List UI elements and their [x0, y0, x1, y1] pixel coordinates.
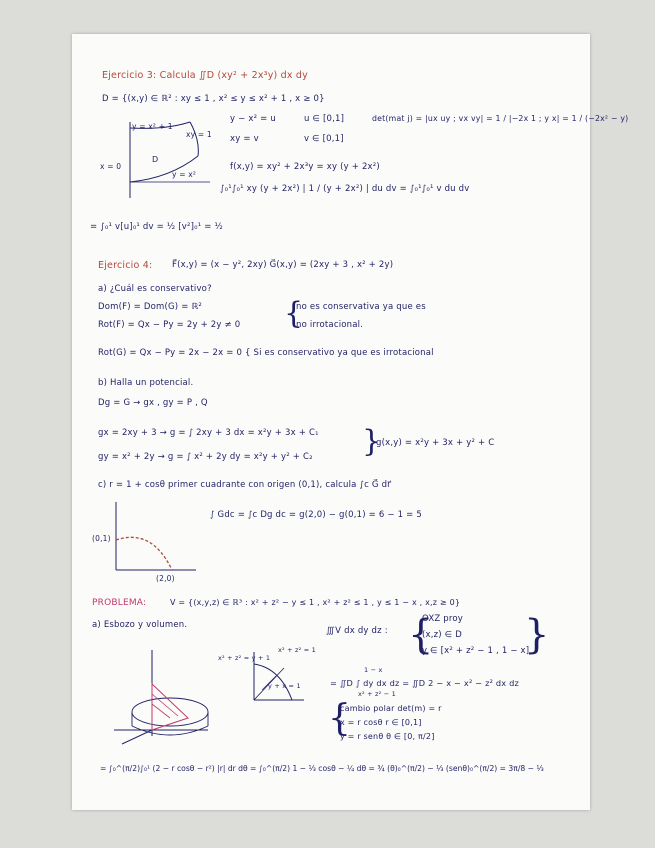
- ej4-title: Ejercicio 4:: [98, 260, 153, 271]
- ej3-domain: D = {(x,y) ∈ ℝ² : xy ≤ 1 , x² ≤ y ≤ x² + 1 , x ≥ 0}: [102, 94, 325, 104]
- brace-rot-f: {: [284, 296, 304, 331]
- polar-line-3: y = r senθ θ ∈ [0, π/2]: [340, 732, 435, 741]
- brace-polar: {: [328, 698, 351, 739]
- ej3-title: Ejercicio 3: Calcula ∬D (xy² + 2x³y) dx dy: [102, 70, 308, 81]
- ej4-rot-f-note-2: no irrotacional.: [296, 320, 364, 330]
- polar-line-1: cambio polar det(m) = r: [340, 704, 442, 713]
- brace-potential: }: [362, 424, 382, 459]
- ej3-sub-u-range: u ∈ [0,1]: [304, 114, 345, 124]
- polar-line-2: x = r cosθ r ∈ [0,1]: [340, 718, 422, 727]
- ej3-integral: ∫₀¹∫₀¹ xy (y + 2x²) | 1 / (y + 2x²) | du dv = ∫₀¹∫₀¹ v du dv: [220, 184, 470, 194]
- ej4-rot-f: Rot(F) = Qx − Py = 2y + 2y ≠ 0: [98, 320, 241, 330]
- problema-set: V = {(x,y,z) ∈ ℝ³ : x² + z² − y ≤ 1 , x² + z² ≤ 1 , y ≤ 1 − x , x,z ≥ 0}: [170, 598, 461, 607]
- sketch-label-4: y = x²: [172, 170, 197, 179]
- ej4-rot-g: Rot(G) = Qx − Py = 2x − 2x = 0 { Si es conservativo ya que es irrotacional: [98, 348, 434, 358]
- ej3-sub-v-range: v ∈ [0,1]: [304, 134, 344, 144]
- problema-int2: = ∬D ∫ dy dx dz = ∬D 2 − x − x² − z² dx dz: [330, 678, 520, 688]
- brace-cases-close: }: [524, 612, 550, 658]
- ej3-sub-u: y − x² = u: [230, 114, 276, 124]
- problema-triple: ∭V dx dy dz :: [326, 626, 388, 636]
- ej4-gx: gx = 2xy + 3 → g = ∫ 2xy + 3 dx = x²y + 3x + C₁: [98, 428, 319, 438]
- ej4-dom: Dom(F) = Dom(G) = ℝ²: [98, 302, 202, 312]
- ej4-c-title: c) r = 1 + cosθ primer cuadrante con origen (0,1), calcula ∫c G⃗ dr⃗: [98, 480, 391, 490]
- ej4-rot-f-note-1: no es conservativa ya que es: [296, 302, 426, 312]
- ej4-a-title: a) ¿Cuál es conservativo?: [98, 284, 212, 294]
- label-plane: y + x = 1: [268, 682, 301, 690]
- problema-title: PROBLEMA:: [92, 598, 147, 608]
- int2-upper-limit: 1 − x: [364, 666, 383, 674]
- ej4-b-line: Dg = G → gx , gy = P , Q: [98, 398, 208, 408]
- problema-case-2: (x,z) ∈ D: [422, 630, 462, 640]
- problema-a-title: a) Esbozo y volumen.: [92, 620, 188, 630]
- problema-case-1: OXZ proy: [422, 614, 464, 624]
- problema-final: = ∫₀^(π/2)∫₀¹ (2 − r cosθ − r²) |r| dr dθ = ∫₀^(π/2) 1 − ⅓ cosθ − ¼ dθ = ¾ (θ)₀^(π/2) − ⅓ (senθ)₀^(π/2) = 3π/8 − ⅓: [100, 764, 544, 773]
- point-0-1: (0,1): [92, 534, 111, 543]
- volume-sketch: [108, 646, 216, 746]
- sketch-label-2: xy = 1: [186, 130, 212, 139]
- label-paraboloid: x² + z² = y + 1: [218, 654, 271, 662]
- label-cylinder: x² + z² = 1: [278, 646, 316, 654]
- ej4-gy: gy = x² + 2y → g = ∫ x² + 2y dy = x²y + y² + C₂: [98, 452, 313, 462]
- ej3-function: f(x,y) = xy² + 2x³y = xy (y + 2x²): [230, 162, 380, 172]
- problema-case-3: y ∈ [x² + z² − 1 , 1 − x]: [422, 646, 530, 656]
- ej3-result: = ∫₀¹ v[u]₀¹ dv = ½ [v²]₀¹ = ½: [90, 222, 223, 232]
- ej4-g-result: g(x,y) = x²y + 3x + y² + C: [376, 438, 495, 448]
- int2-lower-limit: x² + z² − 1: [358, 690, 396, 698]
- sketch-label-5: x = 0: [100, 162, 122, 171]
- brace-cases-open: {: [408, 612, 434, 658]
- sketch-label-3: D: [152, 155, 159, 164]
- ej3-sub-v: xy = v: [230, 134, 259, 144]
- ej3-jacobian: det(mat j) = |ux uy ; vx vy| = 1 / |−2x 1 ; y x| = 1 / (−2x² − y): [372, 114, 629, 123]
- sketch-label-1: y = x² + 1: [132, 122, 173, 131]
- ej4-b-title: b) Halla un potencial.: [98, 378, 194, 388]
- ej4-fields: F⃗(x,y) = (x − y², 2xy) G⃗(x,y) = (2xy + 3 , x² + 2y): [172, 260, 394, 270]
- ej4-c-integral: ∫ Gdc = ∫c Dg dc = g(2,0) − g(0,1) = 6 − 1 = 5: [210, 510, 422, 520]
- point-2-0: (2,0): [156, 574, 175, 583]
- notebook-page: [72, 34, 629, 810]
